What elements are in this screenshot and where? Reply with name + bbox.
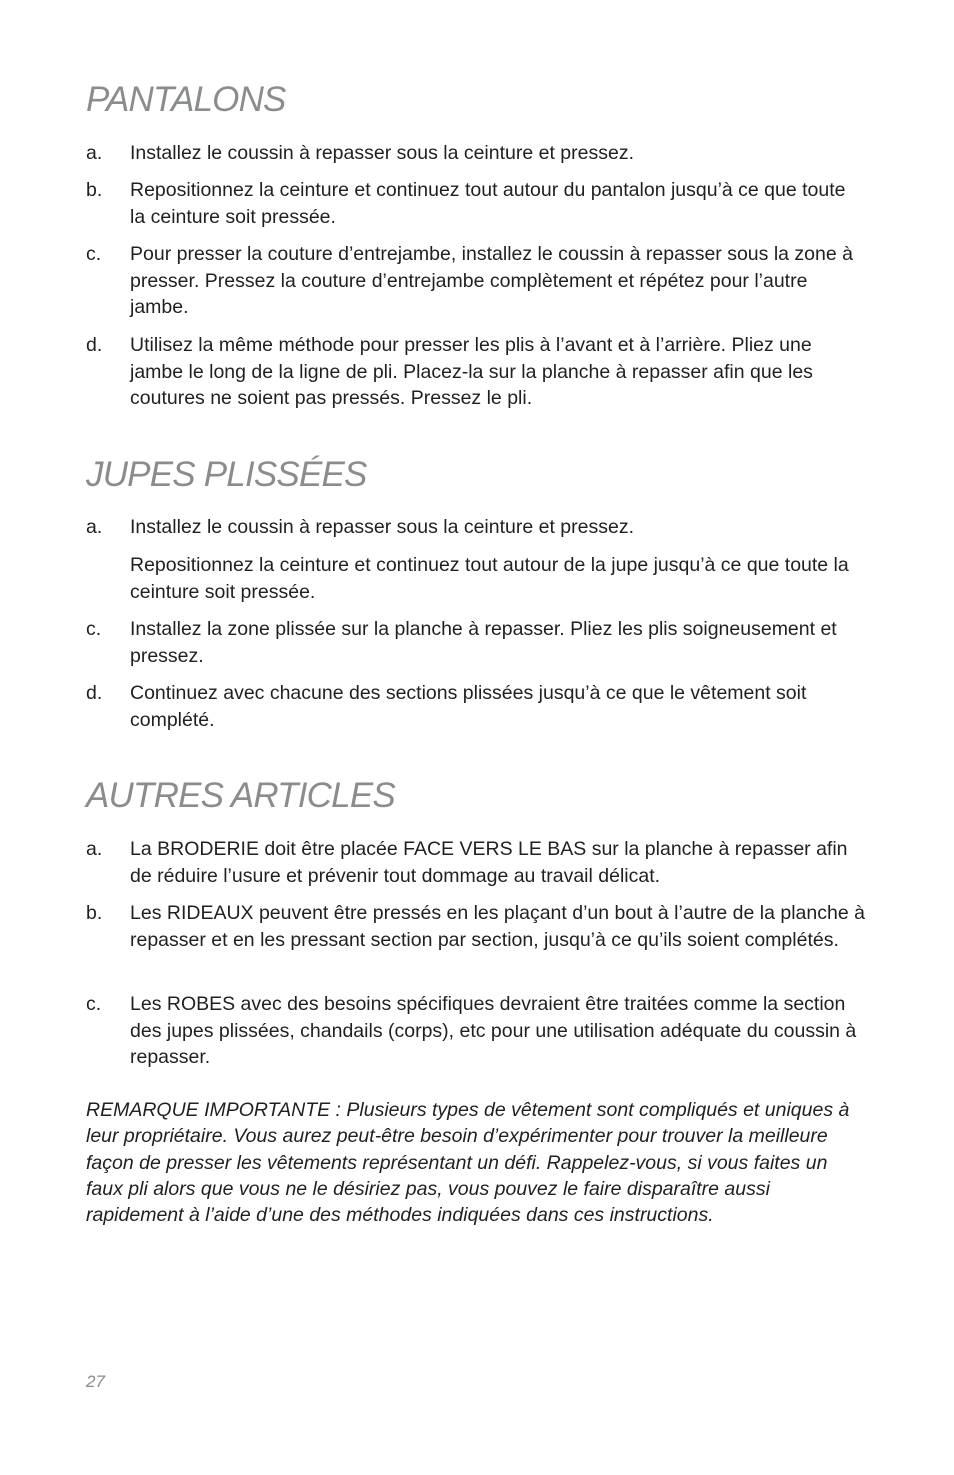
list-marker: b. xyxy=(86,179,103,201)
list-item-text: La BRODERIE doit être placée FACE VERS LE BAS sur la planche à repasser afin de réduire l’usure et prévenir tout dommage au travail délicat. xyxy=(130,838,848,887)
section-title-jupes-plissees: JUPES PLISSÉES xyxy=(86,455,367,494)
section-title-autres-articles: AUTRES ARTICLES xyxy=(86,776,395,815)
list-item-text: Installez le coussin à repasser sous la ceinture et pressez. xyxy=(130,516,635,538)
list-item xyxy=(86,514,866,541)
page-number: 27 xyxy=(86,1372,105,1391)
list-item xyxy=(86,900,866,953)
list-marker: a. xyxy=(86,142,103,164)
list-marker xyxy=(86,552,130,605)
list-marker: a. xyxy=(86,516,103,538)
list-marker: c. xyxy=(86,993,102,1015)
important-note: REMARQUE IMPORTANTE : Plusieurs types de vêtement sont compliqués et uniques à leur propriétaire. Vous aurez peut-être besoin d’expérimenter pour trouver la meilleure façon de presser les vêtements représentant un défi. Rappelez-vous, si vous faites un faux pli alors que vous ne le désiriez pas, vous pouvez le faire disparaître aussi rapidement à l’aide d’une des méthodes indiquées dans ces instructions. xyxy=(86,1099,850,1227)
list-item xyxy=(86,241,866,321)
list-item xyxy=(86,140,866,167)
list-marker: c. xyxy=(86,243,102,265)
list-marker: d. xyxy=(86,682,103,704)
list-item xyxy=(86,616,866,669)
list-item-text: Les RIDEAUX peuvent être pressés en les plaçant d’un bout à l’autre de la planche à repasser et en les pressant section par section, jusqu’à ce qu’ils soient complétés. xyxy=(130,902,865,951)
list-item-text: Installez la zone plissée sur la planche à repasser. Pliez les plis soigneusement et pressez. xyxy=(130,618,837,667)
list-item xyxy=(86,332,866,412)
list-item-text: Pour presser la couture d’entrejambe, installez le coussin à repasser sous la zone à presser. Pressez la couture d’entrejambe complètement et répétez pour l’autre jambe. xyxy=(130,243,853,318)
list-item xyxy=(86,836,866,889)
section-title-pantalons: PANTALONS xyxy=(86,80,286,119)
list-item-text: Utilisez la même méthode pour presser les plis à l’avant et à l’arrière. Pliez une jambe le long de la ligne de pli. Placez-la sur la planche à repasser afin que les coutures ne soient pas pressés. Pressez le pli. xyxy=(130,334,813,409)
list-item xyxy=(86,552,866,605)
list-item-text: Repositionnez la ceinture et continuez tout autour de la jupe jusqu’à ce que toute la ceinture soit pressée. xyxy=(130,554,849,603)
list-marker: c. xyxy=(86,618,102,640)
list-marker: b. xyxy=(86,902,103,924)
list-item-text: Les ROBES avec des besoins spécifiques devraient être traitées comme la section des jupes plissées, chandails (corps), etc pour une utilisation adéquate du coussin à repasser. xyxy=(130,993,857,1068)
list-item-text: Installez le coussin à repasser sous la ceinture et pressez. xyxy=(130,142,635,164)
list-marker: a. xyxy=(86,838,103,860)
list-item-text: Continuez avec chacune des sections plissées jusqu’à ce que le vêtement soit complété. xyxy=(130,682,807,731)
list-item xyxy=(86,177,866,230)
list-item xyxy=(86,991,866,1071)
list-marker: d. xyxy=(86,334,103,356)
list-item xyxy=(86,680,866,733)
list-item-text: Repositionnez la ceinture et continuez tout autour du pantalon jusqu’à ce que toute la ceinture soit pressée. xyxy=(130,179,846,228)
